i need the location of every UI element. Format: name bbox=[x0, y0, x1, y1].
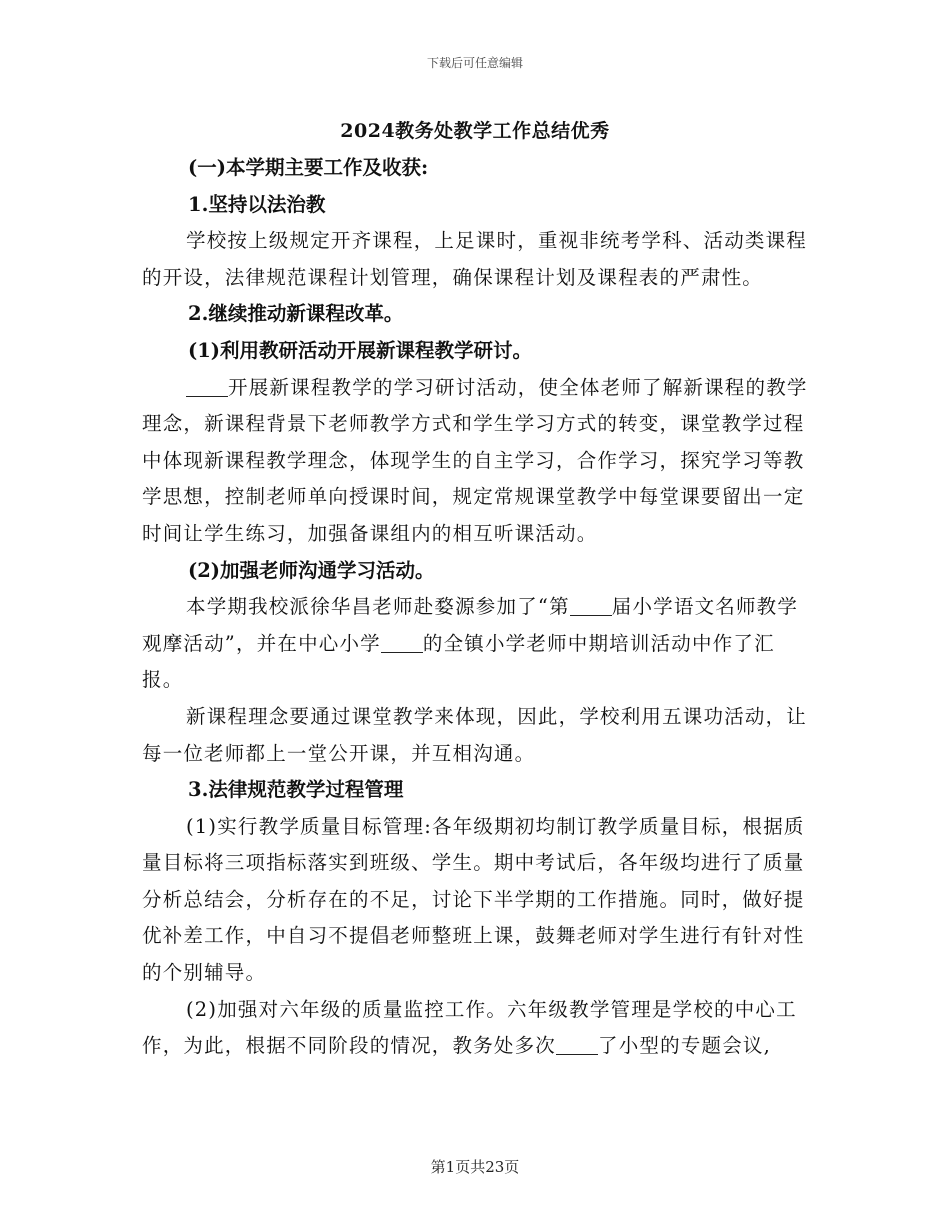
paragraph-1-2-1-text: 开展新课程教学的学习研讨活动，使全体老师了解新课程的教学理念，新课程背景下老师教学方式和学生学习方式的转变，课堂教学过程中体现新课程教学理念，体现学生的自主学习，合作学习，探究学习等教学思想，控制老师单向授课时间，规定常规课堂教学中每堂课要留出一定时间让学生练习，加强备课组内的相互听课活动。 bbox=[142, 375, 808, 545]
section-heading-1: (一)本学期主要工作及收获: bbox=[188, 156, 429, 179]
subsection-heading-1-2: 2.继续推动新课程改革。 bbox=[188, 302, 404, 326]
page-footer: 第1页共23页 bbox=[430, 1158, 520, 1176]
paragraph-text: 的全镇小学老师中期培训活动中作了汇报。 bbox=[142, 631, 775, 692]
paragraph-text: (2)加强对六年级的质量监控工作。六年级教学管理是学校的中心工作，为此，根据不同阶段的情况，教务处多次 bbox=[142, 997, 797, 1058]
paragraph-1-1: 学校按上级规定开齐课程，上足课时，重视非统考学科、活动类课程的开设，法律规范课程计划管理，确保课程计划及课程表的严肃性。 bbox=[142, 229, 808, 289]
subsection-heading-1-2-2: (2)加强老师沟通学习活动。 bbox=[188, 558, 435, 582]
paragraph-1-3-a: (1)实行教学质量目标管理:各年级期初均制订教学质量目标，根据质量目标将三项指标落实到班级、学生。期中考试后，各年级均进行了质量分析总结会，分析存在的不足，讨论下半学期的工作措施。同时，做好提优补差工作，中自习不提倡老师整班上课，鼓舞老师对学生进行有针对性的个别辅导。 bbox=[142, 814, 805, 985]
paragraph-1-3-b bbox=[142, 992, 810, 1065]
paragraph-1-2-2-b: 新课程理念要通过课堂教学来体现，因此，学校利用五课功活动，让每一位老师都上一堂公开课，并互相沟通。 bbox=[142, 704, 808, 765]
paragraph-1-2-2-a bbox=[142, 589, 810, 699]
blank-line bbox=[556, 1035, 598, 1056]
paragraph-text: 届小学语文名师教学观摩活动”，并在中心小学 bbox=[142, 595, 799, 655]
subsection-heading-1-3: 3.法律规范教学过程管理 bbox=[188, 778, 404, 802]
paragraph-text: 了小型的专题会议, bbox=[598, 1034, 772, 1058]
blank-line bbox=[186, 376, 228, 397]
header-note: 下载后可任意编辑 bbox=[426, 56, 523, 70]
document-body bbox=[142, 150, 810, 1065]
paragraph-text: 本学期我校派徐华昌老师赴婺源参加了“第 bbox=[186, 595, 570, 619]
blank-line bbox=[381, 632, 423, 653]
subsection-heading-1-2-1: (1)利用教研活动开展新课程教学研讨。 bbox=[188, 338, 533, 362]
blank-line bbox=[570, 596, 612, 617]
subsection-heading-1-1: 1.坚持以法治教 bbox=[188, 192, 326, 216]
document-title: 2024教务处教学工作总结优秀 bbox=[340, 120, 610, 142]
paragraph-1-2-1 bbox=[142, 370, 810, 553]
